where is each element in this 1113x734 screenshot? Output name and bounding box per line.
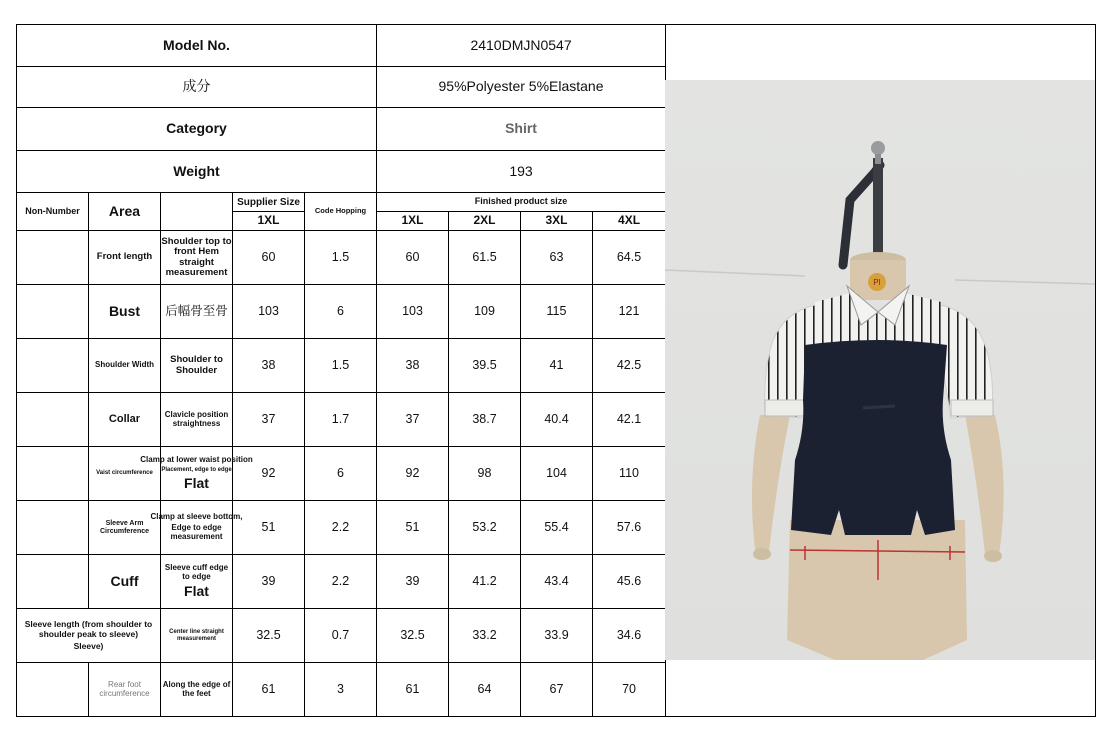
finished-size-header: Finished product size	[377, 193, 666, 212]
finished-size-2xl: 2XL	[449, 212, 521, 231]
hop-cell: 3	[305, 663, 377, 717]
hop-cell: 6	[305, 285, 377, 339]
non-number-cell	[17, 393, 89, 447]
non-number-cell	[17, 231, 89, 285]
size-cell: 104	[521, 447, 593, 501]
supplier-cell: 92	[233, 447, 305, 501]
area-top-text: Sleeve length (from shoulder to shoulder peak to sleeve)	[24, 619, 153, 639]
finished-size-3xl: 3XL	[521, 212, 593, 231]
supplier-cell: 38	[233, 339, 305, 393]
mannequin-illustration	[665, 80, 1095, 660]
size-cell: 37	[377, 393, 449, 447]
supplier-size-header: Supplier Size	[233, 193, 305, 212]
size-cell: 41.2	[449, 555, 521, 609]
area-cell: Vaist circumference	[89, 447, 161, 501]
method-bottom-text: Edge to edge measurement	[170, 523, 223, 541]
size-cell: 64	[449, 663, 521, 717]
size-cell: 63	[521, 231, 593, 285]
size-cell: 41	[521, 339, 593, 393]
size-cell: 110	[593, 447, 666, 501]
size-cell: 55.4	[521, 501, 593, 555]
area-cell: Rear foot circumference	[89, 663, 161, 717]
size-cell: 33.9	[521, 609, 593, 663]
hop-cell: 6	[305, 447, 377, 501]
weight-label: Weight	[17, 151, 377, 193]
hop-cell: 0.7	[305, 609, 377, 663]
table-row	[17, 501, 666, 555]
area-cell: Bust	[89, 285, 161, 339]
supplier-cell: 51	[233, 501, 305, 555]
method-cell	[150, 501, 243, 555]
area-header: Area	[89, 193, 161, 231]
size-cell: 43.4	[521, 555, 593, 609]
hop-cell: 2.2	[305, 501, 377, 555]
supplier-cell: 103	[233, 285, 305, 339]
non-number-cell	[17, 285, 89, 339]
area-cell: Collar	[89, 393, 161, 447]
table-row	[17, 609, 666, 663]
supplier-size-1xl: 1XL	[233, 212, 305, 231]
size-cell: 115	[521, 285, 593, 339]
size-cell: 42.1	[593, 393, 666, 447]
category-value: Shirt	[377, 108, 666, 151]
size-cell: 98	[449, 447, 521, 501]
table-row	[17, 663, 666, 717]
method-cell: Center line straight measurement	[161, 609, 233, 663]
weight-value: 193	[377, 151, 666, 193]
hop-cell: 1.5	[305, 339, 377, 393]
method-top-text: Clamp at sleeve bottom,	[150, 512, 243, 522]
area-cell: Front length	[89, 231, 161, 285]
size-cell: 61	[377, 663, 449, 717]
table-row	[17, 339, 666, 393]
size-cell: 60	[377, 231, 449, 285]
supplier-cell: 61	[233, 663, 305, 717]
non-number-cell	[17, 555, 89, 609]
svg-text:PI: PI	[873, 278, 881, 287]
size-cell: 40.4	[521, 393, 593, 447]
finished-size-1xl: 1XL	[377, 212, 449, 231]
size-cell: 53.2	[449, 501, 521, 555]
product-photo	[665, 80, 1095, 660]
area-cell: Sleeve Arm Circumference	[89, 501, 161, 555]
table-row	[17, 447, 666, 501]
method-top-text: Clamp at lower waist position	[140, 455, 253, 465]
category-label: Category	[17, 108, 377, 151]
table-row	[17, 393, 666, 447]
finished-size-4xl: 4XL	[593, 212, 666, 231]
size-cell: 61.5	[449, 231, 521, 285]
non-number-cell	[17, 663, 89, 717]
size-cell: 45.6	[593, 555, 666, 609]
method-header	[161, 193, 233, 231]
table-row	[17, 285, 666, 339]
method-cell: Shoulder to Shoulder	[161, 339, 233, 393]
supplier-cell: 60	[233, 231, 305, 285]
size-cell: 39	[377, 555, 449, 609]
size-cell: 42.5	[593, 339, 666, 393]
area-cell	[17, 609, 161, 663]
non-number-cell	[17, 447, 89, 501]
composition-row	[17, 67, 666, 108]
method-bottom-text: Flat	[184, 474, 209, 491]
model-row	[17, 25, 666, 67]
supplier-cell: 32.5	[233, 609, 305, 663]
hop-cell: 2.2	[305, 555, 377, 609]
size-cell: 92	[377, 447, 449, 501]
size-cell: 38	[377, 339, 449, 393]
area-bottom-text: Sleeve)	[73, 640, 104, 651]
hop-cell: 1.7	[305, 393, 377, 447]
size-cell: 67	[521, 663, 593, 717]
method-cell	[161, 555, 233, 609]
table-row	[17, 555, 666, 609]
supplier-cell: 39	[233, 555, 305, 609]
size-cell: 64.5	[593, 231, 666, 285]
method-cell: 后幅骨至骨	[161, 285, 233, 339]
size-cell: 109	[449, 285, 521, 339]
table-row	[17, 231, 666, 285]
non-number-cell	[17, 339, 89, 393]
area-cell: Cuff	[89, 555, 161, 609]
size-cell: 51	[377, 501, 449, 555]
size-cell: 103	[377, 285, 449, 339]
method-top-text: Sleeve cuff edge to edge	[164, 563, 229, 581]
composition-label: 成分	[17, 67, 377, 108]
size-cell: 33.2	[449, 609, 521, 663]
supplier-cell: 37	[233, 393, 305, 447]
size-cell: 121	[593, 285, 666, 339]
composition-value: 95%Polyester 5%Elastane	[377, 67, 666, 108]
model-label: Model No.	[17, 25, 377, 67]
column-header-row	[17, 193, 666, 212]
hop-cell: 1.5	[305, 231, 377, 285]
size-cell: 38.7	[449, 393, 521, 447]
method-cell: Clavicle position straightness	[161, 393, 233, 447]
size-cell: 39.5	[449, 339, 521, 393]
method-cell: Shoulder top to front Hem straight measurement	[161, 231, 233, 285]
size-cell: 34.6	[593, 609, 666, 663]
code-hopping-header: Code Hopping	[305, 193, 377, 231]
model-value: 2410DMJN0547	[377, 25, 666, 67]
size-cell: 32.5	[377, 609, 449, 663]
method-cell: Along the edge of the feet	[161, 663, 233, 717]
method-bottom-text: Flat	[184, 582, 209, 599]
method-cell	[140, 447, 253, 501]
area-cell: Shoulder Width	[89, 339, 161, 393]
non-number-header: Non-Number	[17, 193, 89, 231]
method-mid-text: Placement, edge to edge	[161, 466, 232, 473]
size-spec-table	[16, 24, 666, 717]
weight-row	[17, 151, 666, 193]
category-row	[17, 108, 666, 151]
size-cell: 57.6	[593, 501, 666, 555]
non-number-cell	[17, 501, 89, 555]
size-cell: 70	[593, 663, 666, 717]
